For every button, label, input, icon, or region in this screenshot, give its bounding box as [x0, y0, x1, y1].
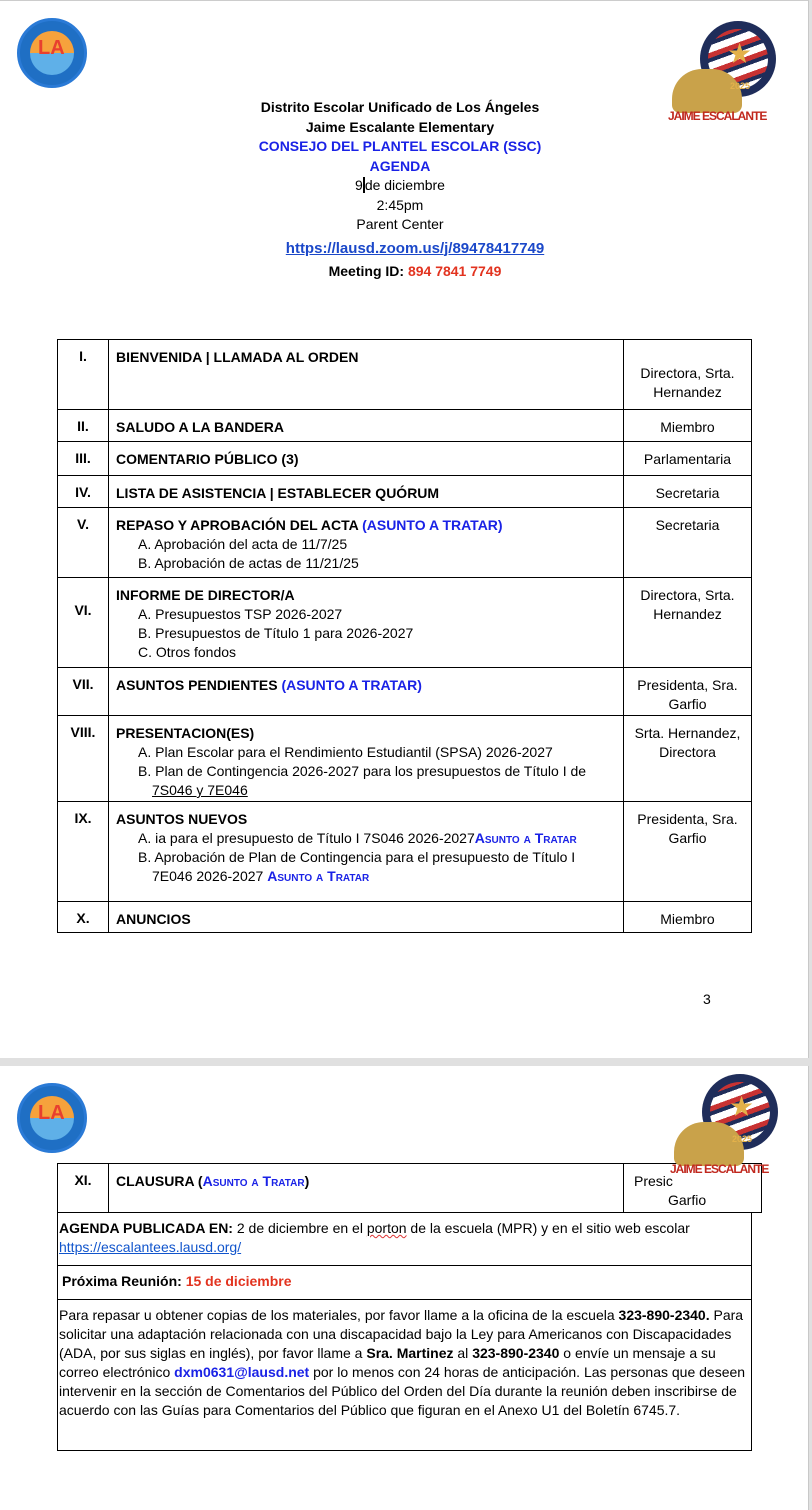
action-tag: Asunto a Tratar — [267, 868, 370, 884]
meeting-time: 2:45pm — [376, 196, 424, 213]
meeting-place: Parent Center — [356, 216, 444, 232]
item-number: V. — [58, 508, 109, 578]
item-title: PRESENTACION(ES) — [116, 725, 255, 741]
next-meeting: Próxima Reunión: 15 de diciembre — [58, 1266, 752, 1300]
spellcheck-word[interactable]: porton — [366, 1220, 407, 1236]
published-row — [58, 1213, 752, 1266]
agenda-title: AGENDA — [369, 157, 431, 174]
table-row — [58, 508, 752, 578]
lausd-logo: LA — [17, 18, 87, 88]
school-logo: ★ 2025 JAIME ESCALANTE — [674, 1074, 764, 1184]
sub-item: A. Aprobación del acta de 11/7/25 — [138, 536, 348, 552]
item-title: LISTA DE ASISTENCIA | ESTABLECER QUÓRUM — [109, 476, 624, 508]
item-title: COMENTARIO PÚBLICO (3) — [109, 442, 624, 476]
item-number: VI. — [58, 578, 109, 668]
item-content — [109, 668, 624, 716]
table-row — [58, 668, 752, 716]
item-number: VII. — [58, 668, 109, 716]
zoom-link[interactable]: https://lausd.zoom.us/j/89478417749 — [285, 239, 545, 257]
item-presenter: Parlamentaria — [624, 442, 752, 476]
action-tag: Asunto a Tratar — [202, 1173, 305, 1189]
item-presenter: Srta. Hernandez, Directora — [624, 716, 752, 802]
sub-item: B. Presupuestos de Título 1 para 2026-2027 — [138, 625, 414, 641]
school-name: Jaime Escalante Elementary — [305, 118, 495, 135]
agenda-table — [57, 339, 752, 933]
item-title: INFORME DE DIRECTOR/A — [116, 587, 295, 603]
item-presenter: Directora, Srta. Hernandez — [624, 340, 752, 410]
table-row — [58, 802, 752, 902]
published-info: AGENDA PUBLICADA EN: 2 de diciembre en el porton de la escuela (MPR) y en el sitio web escolar https://escalantees.lausd.org/ — [58, 1213, 752, 1266]
email-link[interactable]: dxm0631@lausd.net — [174, 1364, 310, 1380]
item-title: BIENVENIDA | LLAMADA AL ORDEN — [109, 340, 624, 410]
item-number: IX. — [58, 802, 109, 902]
item-presenter: Directora, Srta. Hernandez — [624, 578, 752, 668]
notice-table — [57, 1212, 752, 1451]
table-row — [58, 410, 752, 442]
item-presenter: Presic Garfio — [624, 1164, 762, 1213]
item-presenter: Presidenta, Sra. Garfio — [624, 668, 752, 716]
item-number: IV. — [58, 476, 109, 508]
table-row — [58, 442, 752, 476]
table-row — [58, 340, 752, 410]
sub-item: B. Plan de Contingencia 2026-2027 para los presupuestos de Título I de 7S046 y 7E046 — [138, 763, 587, 798]
notice-row — [58, 1300, 752, 1451]
school-website-link[interactable]: https://escalantees.lausd.org/ — [59, 1239, 242, 1255]
item-content — [109, 802, 624, 902]
item-content — [109, 578, 624, 668]
item-number: XI. — [58, 1164, 109, 1213]
item-content — [109, 716, 624, 802]
item-number: X. — [58, 902, 109, 933]
sub-item: B. Aprobación de Plan de Contingencia para el presupuesto de Título I 7E046 2026-2027 Asunto a Tratar — [138, 849, 576, 884]
item-title: ASUNTOS NUEVOS — [116, 811, 248, 827]
next-meeting-row — [58, 1266, 752, 1300]
item-presenter: Secretaria — [624, 476, 752, 508]
action-tag: (ASUNTO A TRATAR) — [362, 517, 503, 533]
item-presenter: Secretaria — [624, 508, 752, 578]
lausd-logo: LA — [17, 1083, 87, 1153]
sub-item: A. ia para el presupuesto de Título I 7S046 2026-2027Asunto a Tratar — [138, 830, 577, 846]
item-title: CLAUSURA ( — [116, 1173, 203, 1189]
item-title: REPASO Y APROBACIÓN DEL ACTA — [116, 517, 363, 533]
table-row — [58, 716, 752, 802]
district-name: Distrito Escolar Unificado de Los Ángeles — [260, 99, 540, 115]
item-title: ASUNTOS PENDIENTES — [116, 677, 282, 693]
item-number: II. — [58, 410, 109, 442]
meeting-date: 9 de diciembre — [355, 177, 445, 193]
item-content: CLAUSURA (Asunto a Tratar) — [109, 1164, 624, 1213]
item-title: ANUNCIOS — [109, 902, 624, 933]
action-tag: (ASUNTO A TRATAR) — [281, 677, 422, 693]
table-row — [58, 578, 752, 668]
item-presenter: Miembro — [624, 410, 752, 442]
agenda-table-continued — [57, 1163, 762, 1213]
budget-codes: 7S046 y 7E046 — [152, 782, 248, 798]
item-number: III. — [58, 442, 109, 476]
item-number: VIII. — [58, 716, 109, 802]
table-row — [58, 1164, 762, 1213]
document-header — [0, 98, 800, 282]
table-row — [58, 902, 752, 933]
item-number: I. — [58, 340, 109, 410]
sub-item: A. Presupuestos TSP 2026-2027 — [138, 606, 343, 622]
table-row — [58, 476, 752, 508]
item-title: SALUDO A LA BANDERA — [109, 410, 624, 442]
sub-item: A. Plan Escolar para el Rendimiento Estudiantil (SPSA) 2026-2027 — [138, 744, 553, 760]
school-logo: ★ 2025 JAIME ESCALANTE — [672, 21, 762, 131]
sub-item: C. Otros fondos — [138, 644, 237, 660]
item-content — [109, 508, 624, 578]
item-presenter: Presidenta, Sra. Garfio — [624, 802, 752, 902]
action-tag: Asunto a Tratar — [474, 830, 577, 846]
item-presenter: Miembro — [624, 902, 752, 933]
page-number: 3 — [703, 991, 711, 1007]
council-title: CONSEJO DEL PLANTEL ESCOLAR (SSC) — [258, 138, 542, 154]
sub-item: B. Aprobación de actas de 11/21/25 — [138, 555, 359, 571]
accommodation-notice: Para repasar u obtener copias de los materiales, por favor llame a la oficina de la escuela 323-890-2340. Para solicitar una adaptación relacionada con una discapacidad bajo la Ley para Americanos con Discapacidades (ADA, por sus siglas en inglés), por favor llame a Sra. Martinez al 323-890-2340 o envíe un mensaje a su correo electrónico dxm0631@lausd.net por lo menos con 24 horas de anticipación. Las personas que deseen intervenir en la sección de Comentarios del Público del Orden del Día durante la reunión deben inscribirse de acuerdo con las Guías para Comentarios del Público que figuran en el Anexo U1 del Boletín 6745.7. — [58, 1300, 752, 1451]
meeting-id: Meeting ID: 894 7841 7749 — [328, 263, 502, 279]
page-2 — [0, 1066, 809, 1510]
